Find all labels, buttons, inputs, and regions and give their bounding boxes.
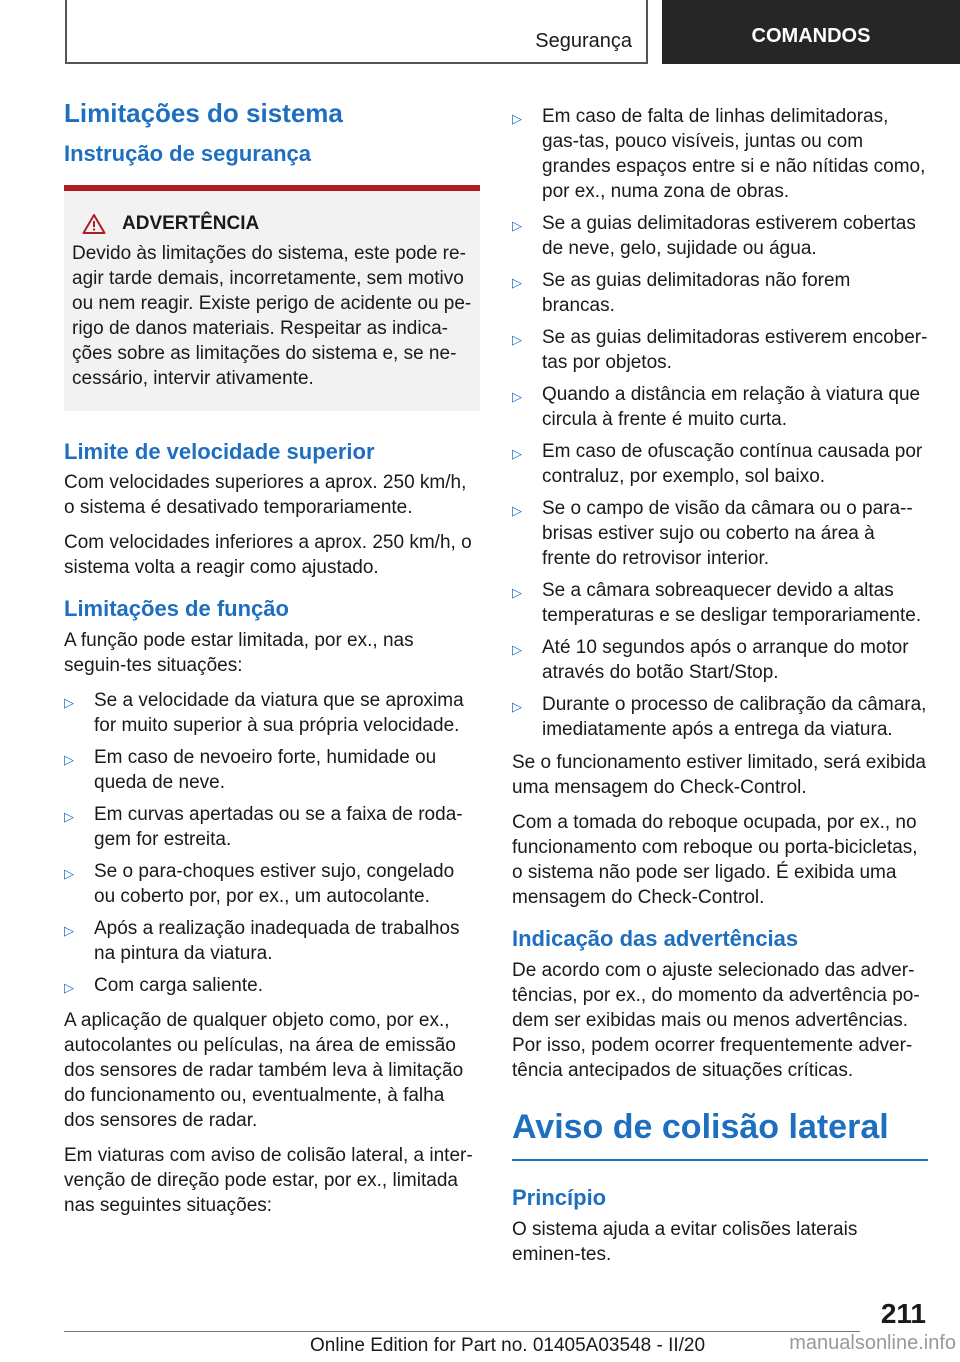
triangle-bullet-icon: ▷: [512, 446, 522, 461]
page-number: 211: [880, 1298, 926, 1329]
header-chapter-tab: [662, 0, 960, 64]
triangle-bullet-icon: ▷: [512, 275, 522, 290]
list-item: ▷ Até 10 segundos após o arranque do motor através do botão Start/Stop.: [512, 637, 909, 683]
side-collision-title: Aviso de colisão lateral: [512, 1105, 928, 1161]
triangle-bullet-icon: ▷: [512, 642, 522, 657]
system-limitations-title: Limitações do sistema: [64, 98, 343, 128]
triangle-bullet-icon: ▷: [512, 389, 522, 404]
function-limitations-list: [64, 688, 480, 1000]
triangle-bullet-icon: ▷: [64, 866, 74, 882]
list-item: ▷ Quando a distância em relação à viatura que circula à frente é muito curta.: [512, 384, 921, 430]
triangle-bullet-icon: ▷: [64, 809, 74, 825]
triangle-bullet-icon: ▷: [512, 218, 522, 233]
triangle-bullet-icon: ▷: [64, 923, 74, 939]
warnings-display-heading: Indicação das advertências: [512, 926, 799, 951]
warning-label: ADVERTÊNCIA: [122, 212, 260, 234]
warning-box: [64, 191, 480, 411]
lateral-limitations-list: [512, 104, 928, 742]
limited-paragraph: Se o funcionamento estiver limitado, será exibida uma mensagem do Check-Control.: [512, 752, 927, 798]
warning-triangle-icon: [82, 213, 106, 235]
footer-edition: Online Edition for Part no. 01405A03548 - II/20: [310, 1335, 706, 1356]
triangle-bullet-icon: ▷: [512, 111, 522, 126]
warning-title: [82, 213, 472, 235]
list-item: ▷ Em caso de ofuscação contínua causada por contraluz, por exemplo, sol baixo.: [512, 441, 923, 487]
watermark: manualsonline.info: [789, 1332, 956, 1354]
speed-paragraph-2: Com velocidades inferiores a aprox. 250 km/h, o sistema volta a reagir como ajustado.: [64, 532, 472, 579]
list-item: ▷ Durante o processo de calibração da câmara, imediatamente após a entrega da viatura.: [512, 694, 927, 740]
list-item: ▷ Se as guias delimitadoras estiverem encober-tas por objetos.: [512, 327, 928, 373]
list-item: ▷ Se a guias delimitadoras estiverem cobertas de neve, gelo, sujidade ou água.: [512, 213, 916, 259]
list-item: ▷ Se as guias delimitadoras não forem brancas.: [512, 270, 851, 316]
list-item: ▷ Se o campo de visão da câmara ou o para--brisas estiver sujo ou coberto na área à frente do retrovisor interior.: [512, 498, 913, 569]
trailer-paragraph: Com a tomada do reboque ocupada, por ex., no funcionamento com reboque ou porta-bicicletas, o sistema não pode ser ligado. É exibida uma mensagem do Check-Control.: [512, 812, 918, 908]
list-item: ▷ Se a câmara sobreaquecer devido a altas temperaturas e se desligar temporariamente.: [512, 580, 922, 626]
triangle-bullet-icon: ▷: [512, 699, 522, 714]
principle-text: O sistema ajuda a evitar colisões laterais eminen-tes.: [512, 1218, 858, 1265]
triangle-bullet-icon: ▷: [512, 585, 522, 600]
safety-instruction-heading: Instrução de segurança: [64, 141, 311, 167]
footer-rule: [64, 1331, 860, 1332]
triangle-bullet-icon: ▷: [512, 332, 522, 347]
header-section-box: [65, 0, 648, 64]
list-item: ▷ Após a realização inadequada de trabalhos na pintura da viatura.: [64, 918, 460, 965]
list-item: ▷ Em caso de falta de linhas delimitadoras, gas-tas, pouco visíveis, juntas ou com grandes espaços entre si e não nítidas como, por ex., numa zona de obras.: [512, 106, 926, 202]
list-item: ▷ Em curvas apertadas ou se a faixa de roda-gem for estreita.: [64, 804, 463, 851]
list-item: ▷ Em caso de nevoeiro forte, humidade ou queda de neve.: [64, 747, 437, 794]
lateral-paragraph: Em viaturas com aviso de colisão lateral, a inter-venção de direção pode estar, por ex., limitada nas seguintes situações:: [64, 1145, 473, 1217]
header-section-label: Segurança: [535, 30, 632, 52]
speed-limit-heading: Limite de velocidade superior: [64, 438, 375, 464]
left-column: [64, 96, 480, 1228]
warnings-display-text: De acordo com o ajuste selecionado das adver-tências, por ex., do momento da advertência po-dem ser exibidas mais ou menos advertências. Por isso, podem ocorrer frequentemente adver-tência antecipados de situações críticas.: [512, 959, 920, 1081]
principle-heading: Princípio: [512, 1184, 607, 1210]
list-item: ▷ Se a velocidade da viatura que se aproxima for muito superior à sua própria velocidade.: [64, 690, 464, 737]
triangle-bullet-icon: ▷: [64, 695, 74, 711]
function-limitations-heading: Limitações de função: [64, 596, 289, 622]
triangle-bullet-icon: ▷: [64, 752, 74, 768]
list-item: ▷ Se o para-choques estiver sujo, congelado ou coberto por, por ex., um autocolante.: [64, 861, 455, 908]
triangle-bullet-icon: ▷: [64, 980, 74, 996]
function-intro: A função pode estar limitada, por ex., nas seguin-tes situações:: [64, 630, 414, 677]
sensors-paragraph: A aplicação de qualquer objeto como, por ex., autocolantes ou películas, na área de emissão dos sensores de radar também leva à limitação do funcionamento ou, eventualmente, à falha dos sensores de radar.: [64, 1010, 464, 1132]
list-item: ▷ Com carga saliente.: [64, 973, 480, 1000]
warning-text: Devido às limitações do sistema, este pode re-agir tarde demais, incorretamente, sem motivo ou nem reagir. Existe perigo de acidente ou pe-rigo de danos materiais. Respeitar as indica-ções sobre as limitações do sistema e, se ne-cessário, intervir ativamente.: [72, 242, 472, 389]
header-chapter-label: COMANDOS: [751, 24, 871, 47]
triangle-bullet-icon: ▷: [512, 503, 522, 518]
speed-paragraph-1: Com velocidades superiores a aprox. 250 km/h, o sistema é desativado temporariamente.: [64, 472, 467, 519]
right-column: [512, 104, 928, 1277]
